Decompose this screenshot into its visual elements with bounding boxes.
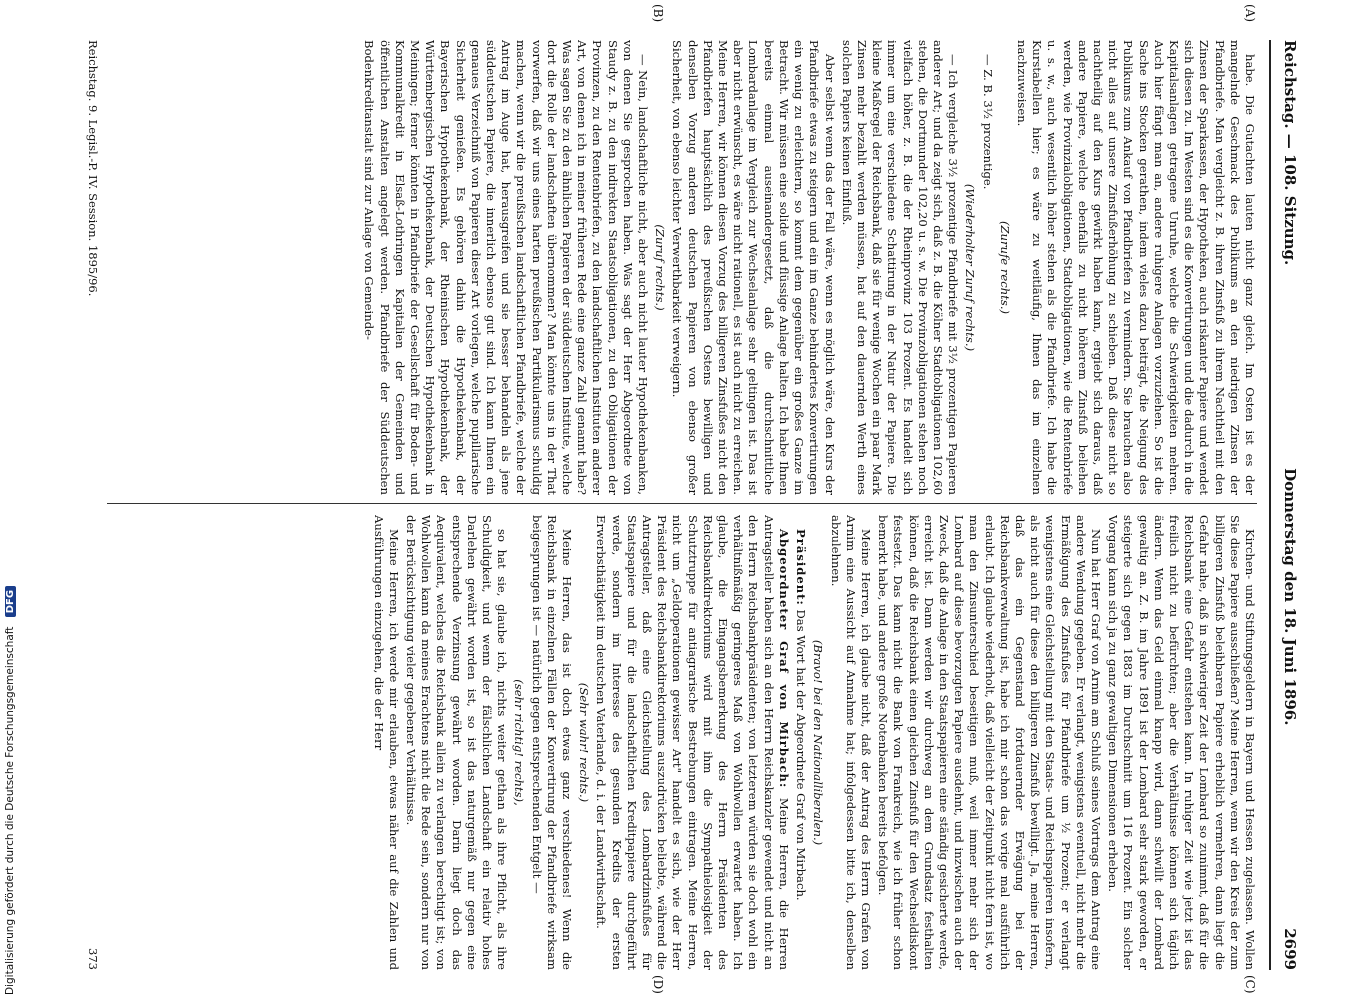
speech-text: Das Wort hat der Abgeordnete Graf von Mirbach. — [794, 609, 809, 901]
speaker-name: Präsident: — [794, 529, 809, 606]
paragraph: Meine Herren, ich glaube nicht, daß der Antrag des Herrn Grafen von Arnim eine Aussicht auf Annahme hat; infolgedessen bitte ich, denselben abzulehnen. — [828, 515, 873, 970]
interjection: (Zurufe rechts.) — [997, 220, 1012, 315]
paragraph — [793, 515, 808, 970]
paragraph: so hat sie, glaube ich, nichts weiter gethan als ihre Pflicht, als ihre Schuldigkeit, und wenn der fälschlichen Landschaft ein relativ hohes Darlehen gewährt worden ist, so ist das naturgemäß nur gegen eine entsprechende Verzinsung gewährt worden. Darin liegt doch das Aequivalent, welches die Reichsbank allein zu verlangen berechtigt ist; von Wohlwollen kann da meines Erachtens nicht die Rede sein, sondern nur von der Berücksichtigung vieler gegebener Verhältnisse. — [404, 515, 510, 970]
paragraph: — Ich vergleiche 3½ prozentige Pfandbriefe mit 3½ prozentigen Papieren anderer Art; und da zeigt sich, daß z. B. die Kölner Stadtobligationen 102,60 stehen, die Dortmunder 102,20 u. s. w. Die Provinzobligationen stehen noch vielfach höher, z. B. die der Rheinprovinz 103 Prozent. Es handelt sich immer um eine verschiedene Schattirung in der Natur der Papiere. Die kleine Maßregel der Reichsbank, daß sie für wenige Wochen ein paar Mark Zinsen mehr bezahlt werden müssen, hat auf den dauernden Werth eines solchen Papiers keinen Einfluß. — [839, 40, 961, 495]
paragraph: Nun hat Herr Graf von Arnim am Schluß seines Vortrags dem Antrag eine andere Wendung gegeben. Er verlangt, wenigstens eventuell, nicht mehr die Ermäßigung des Zinsfußes für Pfandbriefe um ½ Prozent; er verlangt wenigstens eine Gleichstellung mit den Staats- und Reichspapieren insofern, als nicht auch für diese den billigeren Zinsfuß bewilligt. Ja, meine Herren, daß das ein Gegenstand fortdauernder Erwägung bei der Reichsbankverwaltung ist, habe ich mir schon das vorige mal ausführlich erlaubt. Ich glaube wiederholt, daß vielleicht der Zeitpunkt nicht fern ist, wo man den Zinsunterschied beseitigen muß, weil immer mehr sich der Lombard auf diese bevorzugten Papiere ausdehnt, und inzwischen auch der Zweck, daß die Anlage in den Staatspapieren eine ständig gesicherte werde, erreicht ist. Dann werden wir durchweg an dem Grundsatz festhalten können, daß die Reichsbank einen gleichen Zinsfuß für den Wechseldiskont festsetzt. Das kann nicht die Bank von Frankreich, wie ich früher schon bemerkt habe, und andere große Notenbanken bereits befolgen. — [876, 515, 1103, 970]
interjection: (Sehr wahr! rechts.) — [577, 682, 592, 803]
interjection: (Bravo! bei den Nationalliberalen.) — [811, 639, 826, 846]
digitization-credit — [0, 0, 22, 1000]
header-page-number: 2699 — [1281, 928, 1299, 970]
paragraph: habe. Die Gutachten lauten nicht ganz gleich. Im Osten ist es der mangelnde Geschmack des Publikums an den niedrigen Zinsen der Pfandbriefe. Man vergleicht z. B. ihren Zinsfuß zu ihrem Nachtheil mit den Zinsen der Sparkassen, der Hypotheken, auch riskanter Papiere und wendet sich diesen zu. Im Westen sind es die Konvertirungen und die dadurch in die Kapitalsanlagen getragene Unruhe, welche die Schwierigkeiten mehren. Auch hier fängt man an, andere ruhigere Anlagen vorzuziehen. So ist die Sache ins Stocken gerathen, indem vieles dazu beiträgt, die Neigung des Publikums zum Ankauf von Pfandbriefen zu vermindern. Sie brauchen also nicht alles auf unsere Zinsfußerhöhung zu schieben. Daß diese nicht so nachtheilig auf den Kurs gewirkt haben kann, ergiebt sich daraus, daß andere Papiere, welche ebenfalls zu nicht höherem Zinsfuß beliehen werden, wie Provinzialobligationen, Stadtobligationen, wie die Rentenbriefe u. s. w., auch wesentlich höher stehen als die Pfandbriefe. Ich habe die Kurstabellen hier; es wäre zu weitläufig, Ihnen das im einzelnen nachzuweisen. — [1014, 40, 1257, 495]
speech-text: Meine Herren, die Herren Antragsteller haben sich an den Herrn Reichskanzler gewendet und nicht an den Herrn Reichsbankpräsidenten; von letzterem würden sie doch wohl ein verhältnißmäßig geringeres Maß von Wohlwollen erwartet haben. Ich glaube, die Eingangsbemerkung des Herrn Präsidenten des Reichsbankdirektoriums wird mit ihm die Sympathielosigkeit der Schutztruppe für antiagrarische Bestrebungen eintragen. Meine Herren, nicht um „Geldoperationen gewisser Art" handelt es sich, wie der Herr Präsident des Reichsbankdirektoriums auszudrücken beliebte, während die Antragsteller, daß eine Gleichstellung des Lombardzinsfußes für Staatspapiere und für die landschaftlichen Kreditpapiere durchgeführt werde, sondern im Interesse des gesunden Kredits der ersten Erwerbsthätigkeit im deutschen Vaterlande, d. i. der Landwirthschaft. — [594, 515, 791, 970]
paragraph — [593, 515, 791, 970]
column-divider — [107, 503, 1257, 504]
paragraph: Meine Herren, das ist doch etwas ganz verschiedenes! Wenn die Reichsbank in einzelnen Fällen der Konvertirung der Pfandbriefe wirksam beigesprungen ist — natürlich gegen entsprechenden Entgelt — — [529, 515, 575, 970]
rotated-newspaper-page — [55, 0, 1305, 1000]
page-footer — [80, 40, 100, 970]
speaker-name: Abgeordneter Graf von Mirbach: — [776, 529, 791, 789]
paragraph: Meine Herren, ich werde mir erlauben, etwas näher auf die Zahlen und Ausführungen einzugehen, die der Herr — [371, 515, 401, 970]
credit-text: Digitalisierung gefördert durch die Deutsche Forschungsgemeinschaft — [4, 626, 16, 995]
paragraph: Aber selbst wenn das der Fall wäre, wenn es möglich wäre, den Kurs der Pfandbriefe etwas zu steigern und ein im Ganze behindertes Konvertirungen ein wenig zu erleichtern, so kommt dem gegenüber ein großes Ganze im Betracht. Wir müssen eine solide und flüssige Anlage halten. Ich habe Ihnen bereits einmal auseinandergesetzt, daß die durchschnittliche Lombardanlage im Vergleich zur Wechselanlage sehr geltingen ist. Das ist aber nicht erwünscht, es wäre nicht rationell, es ist auch nicht zu erreichen. Meine Herren, wir können diesen Vorzug des billigeren Zinsfußes nicht den Pfandbriefen hauptsächlich des preußischen Ostens bewilligen und denselben Vorzug anderen deutschen Papieren von ebenso großer Sicherheit, von ebenso leichter Verwerthbarkeit verweigern. — [670, 40, 837, 495]
interjection: (sehr richtig! rechts), — [512, 679, 527, 806]
interjection: (Zuruf rechts.) — [653, 224, 668, 311]
margin-marker-d: (D) — [651, 975, 665, 994]
margin-marker-b: (B) — [651, 4, 665, 23]
paragraph: Kirchen- und Stiftungsgeldern in Bayern und Hessen zugelassen. Wollen Sie diese Papiere ausschließen? Meine Herren, wenn wir den Kreis der zum billigeren Zinsfuß beleihbaren Papiere erheblich vermehren, dann liegt die Gefahr nahe, daß in schwieriger Zeit der Lombard so zunimmt, daß für die Reichsbank eine Gefahr entstehen kann. In ruhiger Zeit wie jetzt ist das freilich nicht zu befürchten; aber die Verhältnisse können sich täglich ändern. Wenn das Geld einmal knapp wird, dann schwillt der Lombard gewaltig an. Z. B. im Jahre 1891 ist der Lombard sehr stark geworden, er steigerte sich gegen 1883 im Durchschnitt um 116 Prozent. Ein solcher Vorgang kann sich ja zu ganz gewaltigen Dimensionen erheben. — [1106, 515, 1257, 970]
header-rule — [1269, 40, 1271, 970]
header-left: Reichstag. — 108. Sitzung. — [1281, 40, 1299, 266]
header-date: Donnerstag den 18. Juni 1896. — [1281, 468, 1299, 726]
footer-number: 373 — [86, 948, 100, 970]
margin-marker-c: (C) — [1243, 975, 1257, 994]
dfg-logo: DFG — [5, 586, 16, 617]
footer-session: Reichstag. 9. Legisl.-P. IV. Session. 1895/96. — [86, 40, 100, 297]
paragraph: — Z. B. 3½ prozentige. — [980, 54, 995, 190]
page-header — [1275, 40, 1305, 970]
paragraph: — Nein, landschaftliche nicht, aber auch nicht lauter Hypothekenbanken, von denen Sie gesprochen haben. Was sagt der Herr Abgeordnete von Staudy z. B. zu den indirekten Staatsobligationen, zu den Obligationen der Provinzen, zu den Rentenbriefen, zu den landschaftlichen Instituten anderer Art, von denen ich in meiner früheren Rede eine ganze Zahl genannt habe? Was sagen Sie zu den ähnlichen Papieren der süddeutschen Institute, welche dort die Rolle der landschaften übernommen? Man könnte uns in der That vorwerfen, daß wir uns eines harten preußischen Partikularismus schuldig machen, wenn wir die preußischen landschaftlichen Pfandbriefe, welche der Antrag im Auge hat, herausgreifen und sie besser behandeln als jene süddeutschen Papiere, die innerlich ebenso gut sind. Ich kann Ihnen ein genaues Verzeichniß von Papieren dieser Art vorlegen, welche pupillarische Sicherheit genießen. Es gehören dahin die Hypothekenbank, der Bayerischen Hypothekenbank, der Rheinischen Hypothekenbank, der Württembergischen Hypothekenbank, der Deutschen Hypothekenbank in Meiningen; ferner könnten in Pfandbriefe der Gesellschaft für Boden- und Kommunalkredit in Elsaß-Lothringen Kapitalien der Gemeinden und öffentlichen Anstalten angelegt werden. Pfandbriefe der Süddeutschen Bodenkreditanstalt sind zur Anlage von Gemeinde- — [362, 40, 651, 495]
right-text-column — [107, 515, 1257, 970]
left-text-column — [107, 40, 1257, 495]
margin-marker-a: (A) — [1243, 4, 1257, 23]
interjection: (Wiederholter Zuruf rechts.) — [963, 183, 978, 352]
